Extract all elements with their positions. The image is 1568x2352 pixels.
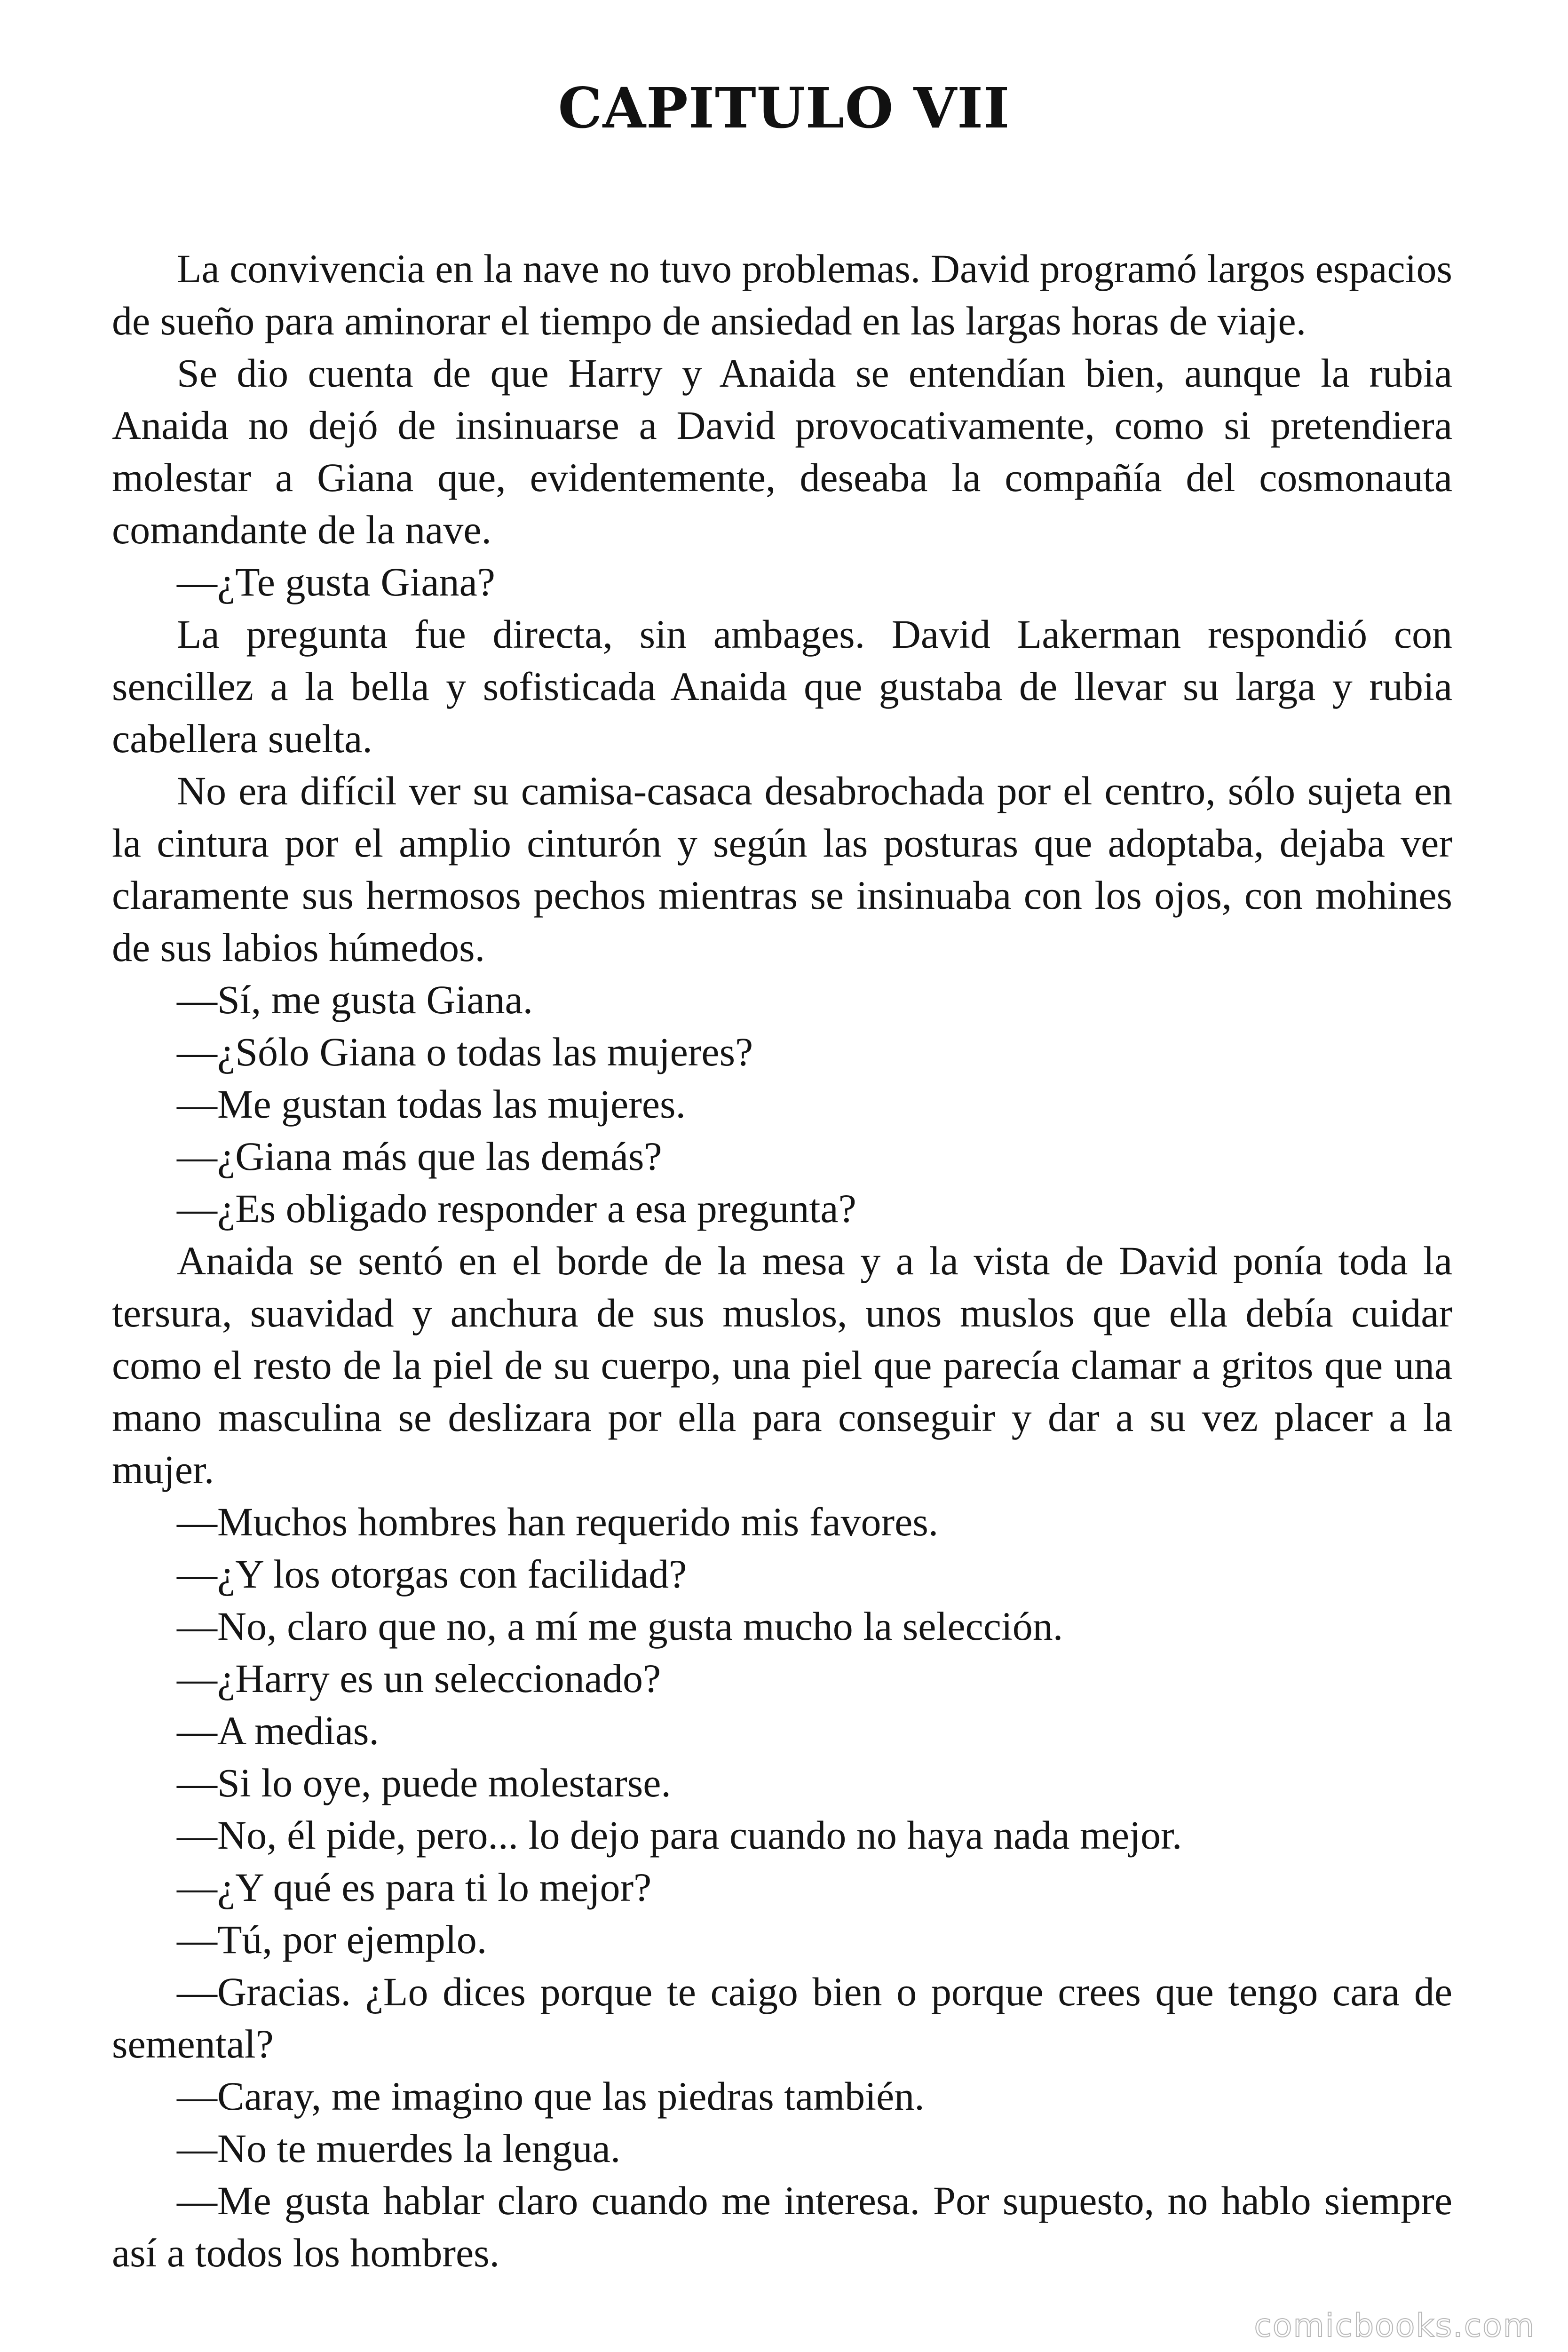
- dialogue-line: —No, él pide, pero... lo dejo para cuando no haya nada mejor.: [177, 1812, 1182, 1858]
- watermark: comicbooks.com: [1254, 2307, 1535, 2344]
- dialogue-line: —No te muerdes la lengua.: [177, 2126, 621, 2171]
- dialogue-line: —Me gusta hablar claro cuando me interesa. Por supuesto, no hablo siempre así a todos los hombres.: [112, 2178, 1452, 2275]
- dialogue-line: —¿Y qué es para ti lo mejor?: [177, 1865, 652, 1910]
- dialogue-line: —¿Sólo Giana o todas las mujeres?: [177, 1029, 753, 1074]
- paragraph: No era difícil ver su camisa-casaca desabrochada por el centro, sólo sujeta en la cintura por el amplio cinturón y según las posturas que adoptaba, dejaba ver claramente sus hermosos pechos mientras se insinuaba con los ojos, con mohines de sus labios húmedos.: [112, 768, 1452, 970]
- dialogue-line: —¿Harry es un seleccionado?: [177, 1656, 661, 1701]
- dialogue-line: —Tú, por ejemplo.: [177, 1917, 487, 1962]
- chapter-text: [112, 243, 1452, 2279]
- dialogue-line: —Si lo oye, puede molestarse.: [177, 1760, 671, 1805]
- dialogue-line: —Muchos hombres han requerido mis favores.: [177, 1499, 939, 1544]
- dialogue-line: —¿Es obligado responder a esa pregunta?: [177, 1186, 856, 1231]
- dialogue-line: —A medias.: [177, 1708, 379, 1753]
- chapter-title: CAPITULO VII: [558, 75, 1010, 141]
- dialogue-line: —No, claro que no, a mí me gusta mucho la selección.: [177, 1604, 1063, 1649]
- dialogue-line: —Gracias. ¿Lo dices porque te caigo bien o porque crees que tengo cara de semental?: [112, 1969, 1452, 2066]
- paragraph: Anaida se sentó en el borde de la mesa y a la vista de David ponía toda la tersura, suavidad y anchura de sus muslos, unos muslos que ella debía cuidar como el resto de la piel de su cuerpo, una piel que parecía clamar a gritos que una mano masculina se deslizara por ella para conseguir y dar a su vez placer a la mujer.: [112, 1238, 1452, 1492]
- dialogue-line: —Caray, me imagino que las piedras también.: [177, 2074, 925, 2119]
- dialogue-line: —¿Te gusta Giana?: [177, 559, 495, 604]
- paragraph: La pregunta fue directa, sin ambages. David Lakerman respondió con sencillez a la bella y sofisticada Anaida que gustaba de llevar su larga y rubia cabellera suelta.: [112, 612, 1452, 761]
- dialogue-line: —Me gustan todas las mujeres.: [177, 1081, 686, 1127]
- dialogue-line: —¿Y los otorgas con facilidad?: [177, 1551, 687, 1597]
- paragraph: Se dio cuenta de que Harry y Anaida se entendían bien, aunque la rubia Anaida no dejó de insinuarse a David provocativamente, como si pretendiera molestar a Giana que, evidentemente, deseaba la compañía del cosmonauta comandante de la nave.: [112, 350, 1452, 552]
- dialogue-line: —Sí, me gusta Giana.: [177, 977, 533, 1022]
- dialogue-line: —¿Giana más que las demás?: [177, 1134, 662, 1179]
- paragraph: La convivencia en la nave no tuvo problemas. David programó largos espacios de sueño para aminorar el tiempo de ansiedad en las largas horas de viaje.: [112, 246, 1452, 343]
